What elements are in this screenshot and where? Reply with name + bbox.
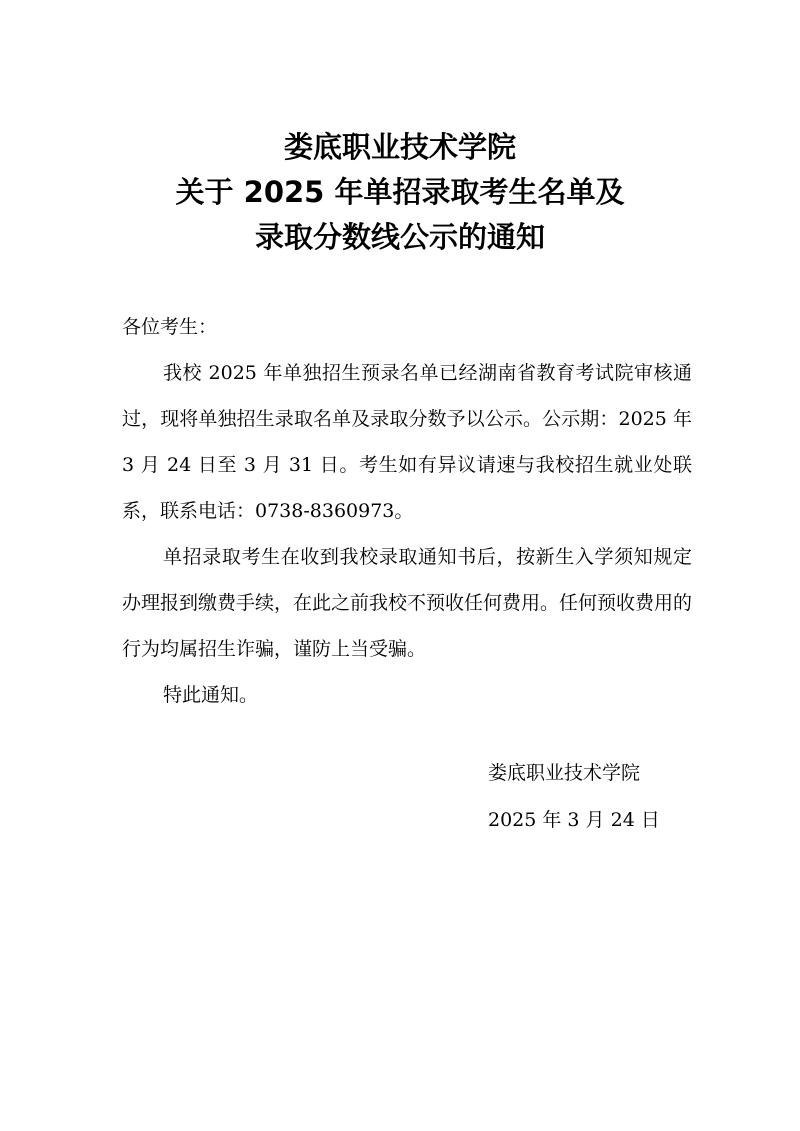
signature-organization: 娄底职业技术学院 <box>488 762 641 784</box>
paragraph-announcement: 我校 2025 年单独招生预录名单已经湖南省教育考试院审核通过，现将单独招生录取名单及录取分数予以公示。公示期：2025 年 3 月 24 日至 3 月 31 日。考生如有异议请速与我校招生就业处联系，联系电话：0738-8360973。 <box>122 362 692 522</box>
paragraph-closing: 特此通知。 <box>163 684 259 706</box>
title-line-institution: 娄底职业技术学院 <box>283 130 516 164</box>
paragraph-fee-warning: 单招录取考生在收到我校录取通知书后，按新生入学须知规定办理报到缴费手续，在此之前我校不预收任何费用。任何预收费用的行为均属招生诈骗，谨防上当受骗。 <box>122 546 693 660</box>
salutation: 各位考生： <box>122 316 218 338</box>
title-line-subject: 关于 2025 年单招录取考生名单及 <box>175 175 625 209</box>
title-line-subject-continued: 录取分数线公示的通知 <box>254 220 545 254</box>
signature-date: 2025 年 3 月 24 日 <box>488 809 660 831</box>
document-title <box>0 125 800 260</box>
